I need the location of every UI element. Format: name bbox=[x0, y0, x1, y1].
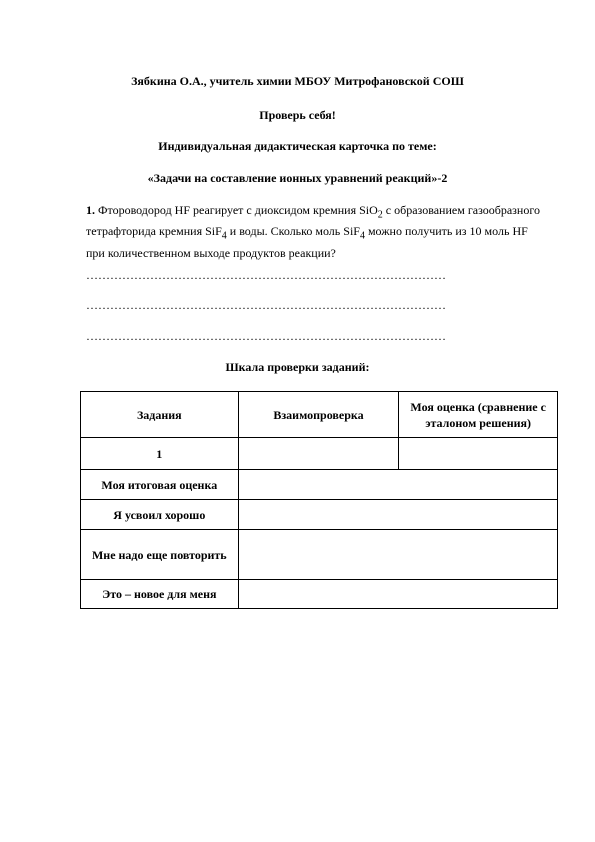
task-text-part-3: и воды. Сколько моль SiF bbox=[226, 224, 360, 239]
task-number-cell: 1 bbox=[81, 438, 239, 470]
answer-line-1[interactable]: ……………………………………………………………………………… bbox=[86, 268, 446, 282]
task-subscript-2: 4 bbox=[221, 230, 227, 242]
row-label-final-score: Моя итоговая оценка bbox=[81, 470, 239, 500]
header-my-score: Моя оценка (сравнение с эталоном решения) bbox=[399, 392, 558, 438]
learned-well-cell[interactable] bbox=[238, 500, 557, 530]
task-subscript-1: 2 bbox=[377, 209, 383, 221]
answer-line-2[interactable]: ……………………………………………………………………………… bbox=[86, 298, 446, 312]
final-score-cell[interactable] bbox=[238, 470, 557, 500]
task-text-part-4: можно получить из 10 моль HF при количественном выходе продуктов реакции? bbox=[86, 224, 528, 260]
peer-review-cell[interactable] bbox=[238, 438, 399, 470]
table-row bbox=[81, 438, 558, 470]
task-text bbox=[86, 202, 546, 262]
table-row bbox=[81, 500, 558, 530]
card-title: Индивидуальная дидактическая карточка по теме: bbox=[158, 139, 437, 153]
answer-line-3[interactable]: ……………………………………………………………………………… bbox=[86, 329, 446, 343]
check-title: Проверь себя! bbox=[259, 108, 336, 122]
table-row bbox=[81, 580, 558, 609]
check-scale-table bbox=[80, 391, 558, 609]
task-number: 1. bbox=[86, 203, 95, 217]
my-score-cell[interactable] bbox=[399, 438, 558, 470]
header-tasks: Задания bbox=[81, 392, 239, 438]
table-row bbox=[81, 530, 558, 580]
row-label-learned-well: Я усвоил хорошо bbox=[81, 500, 239, 530]
task-text-part-1: Фтороводород HF реагирует с диоксидом кремния SiO bbox=[95, 203, 378, 217]
need-repeat-cell[interactable] bbox=[238, 530, 557, 580]
author-line: Зябкина О.А., учитель химии МБОУ Митрофановской СОШ bbox=[131, 74, 464, 88]
row-label-need-repeat: Мне надо еще повторить bbox=[81, 530, 239, 580]
header-peer-review: Взаимопроверка bbox=[238, 392, 399, 438]
new-for-me-cell[interactable] bbox=[238, 580, 557, 609]
scale-title: Шкала проверки заданий: bbox=[225, 360, 370, 374]
topic-title: «Задачи на составление ионных уравнений реакций»-2 bbox=[147, 171, 448, 185]
task-subscript-3: 4 bbox=[359, 230, 365, 242]
table-row bbox=[81, 470, 558, 500]
task-text-part-2: с образованием газообразного тетрафторида кремния SiF bbox=[86, 203, 540, 239]
table-header-row bbox=[81, 392, 558, 438]
row-label-new-for-me: Это – новое для меня bbox=[81, 580, 239, 609]
